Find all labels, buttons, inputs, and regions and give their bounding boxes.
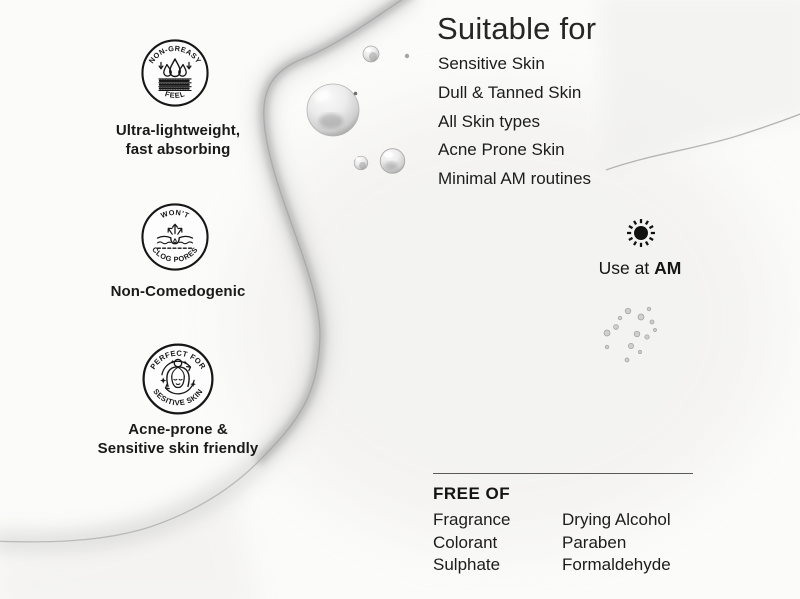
badge-arc-bottom-text: FEEL [163, 89, 187, 100]
use-at-label [565, 258, 715, 279]
free-of-item: Fragrance [433, 510, 511, 529]
non-greasy-badge [140, 38, 210, 108]
free-of-item: Colorant [433, 532, 498, 552]
suitable-item: Dull & Tanned Skin [438, 82, 582, 102]
free-of-item: Paraben [562, 532, 627, 552]
badge-arc-top-text: PERFECT FOR [148, 348, 208, 371]
non-comedogenic-caption [78, 282, 278, 301]
suitable-item: Acne Prone Skin [438, 140, 565, 160]
sensitive-skin-badge [141, 342, 215, 416]
suitable-item: Minimal AM routines [438, 169, 592, 189]
badge-arc-bottom-text: SESITIVE SKIN [151, 387, 205, 408]
badge-arc-top-text: WON'T [159, 207, 191, 221]
wont-clog-pores-badge [140, 202, 210, 272]
acne-prone-caption [68, 420, 288, 458]
free-of-item: Drying Alcohol [562, 510, 671, 529]
free-of-title: FREE OF [433, 484, 511, 503]
use-at-time: AM [654, 258, 682, 278]
free-of-item: Sulphate [433, 555, 501, 575]
suitable-for-title: Suitable for [437, 11, 597, 46]
large-bubble [307, 84, 359, 136]
badge-arc-top-text: NON-GREASY [146, 43, 204, 66]
caption-line: fast absorbing [125, 141, 231, 158]
caption-line: Non-Comedogenic [110, 283, 246, 300]
free-of-column-1 [433, 509, 558, 577]
caption-line: Ultra-lightweight, [115, 122, 241, 139]
caption-line: Sensitive skin friendly [97, 440, 259, 457]
suitable-item: Sensitive Skin [438, 54, 545, 73]
badge-arc-bottom-text: CLOG PORES [150, 245, 200, 264]
suitable-for-list [438, 50, 591, 194]
free-of-divider [433, 473, 693, 474]
sun-icon [624, 216, 658, 250]
caption-line: Acne-prone & [128, 421, 228, 438]
use-at-prefix: Use at [598, 258, 655, 278]
free-of-column-2 [562, 509, 722, 577]
free-of-item: Formaldehyde [562, 555, 671, 575]
suitable-item: All Skin types [438, 111, 541, 131]
non-greasy-caption [88, 121, 268, 159]
